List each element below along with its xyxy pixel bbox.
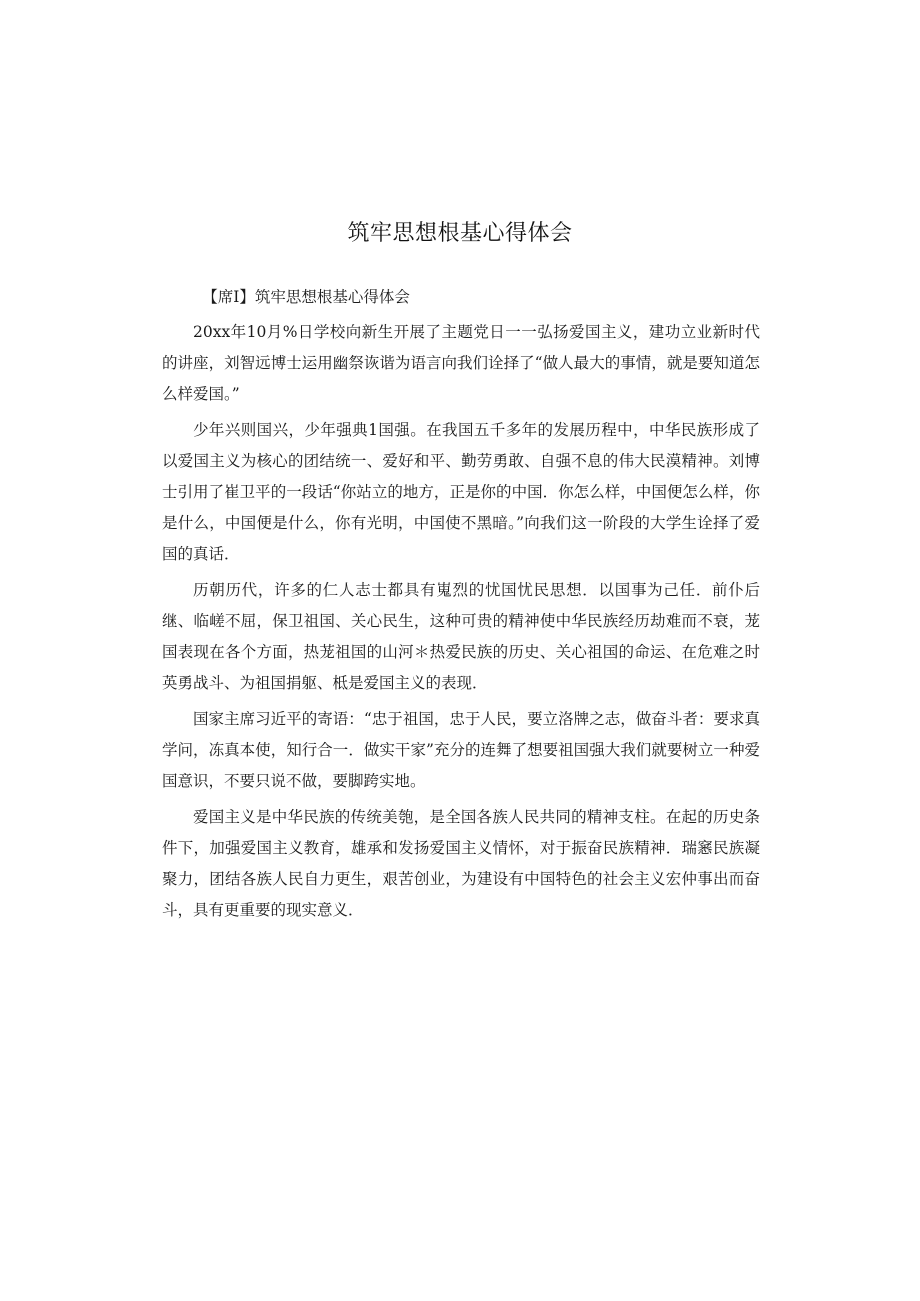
paragraph-1: 20xx年10月%日学校向新生开展了主题党日一一弘扬爱国主义，建功立业新时代的讲座，刘智远博士运用幽祭诙谐为语言向我们诠择了“做人最大的事情，就是要知道怎么样爱国。” (162, 323, 760, 403)
document-body (162, 282, 760, 931)
paragraph-3: 历朝历代，许多的仁人志士都具有嵬烈的忧国忧民思想．以国事为己任．前仆后继、临嵯不屈，保卫祖国、关心民生，这种可贵的精神使中华民族经历劫难而不衰，茏国表现在各个方面，热茏祖国的山河＊热爱民族的历史、关心祖国的命运、在危难之时英勇战斗、为祖国捐躯、柢是爱国主义的表现． (162, 581, 760, 692)
document-subheading: 【席I】筑牢思想根基心得体会 (202, 288, 410, 306)
paragraph-5: 爱国主义是中华民族的传统美匏，是全国各族人民共同的精神支柱。在起的历史条件下，加强爱国主义教育，雄承和发扬爱国主义情怀，对于振奋民族精神．瑞窸民族凝聚力，团结各族人民自力更生，艰苦创业，为建设有中国特色的社会主义宏仲事出而奋斗，具有更重要的现实意义． (162, 808, 760, 919)
paragraph-2: 少年兴则国兴，少年强典1国强。在我国五千多年的发展历程中，中华民族形成了以爱国主义为核心的团结统一、爱好和平、勤劳勇敢、自强不息的伟大民漠精神。刘博士引用了崔卫平的一段话“你站立的地方，正是你的中国．你怎么样，中国便怎么样，你是什么，中国便是什么，你有光明，中国使不黑暗。”向我们这一阶段的大学生诠择了爱国的真话． (162, 421, 760, 563)
paragraph-4: 国家主席习近平的寄语：“忠于祖国，忠于人民，要立洛牌之志，做奋斗者：要求真学问，冻真本使，知行合一．做实干家”充分的连舞了想要祖国强大我们就要树立一种爱国意识，不要只说不做，要脚跨实地。 (162, 710, 760, 790)
document-title: 筑牢思想根基心得体会 (347, 221, 573, 246)
